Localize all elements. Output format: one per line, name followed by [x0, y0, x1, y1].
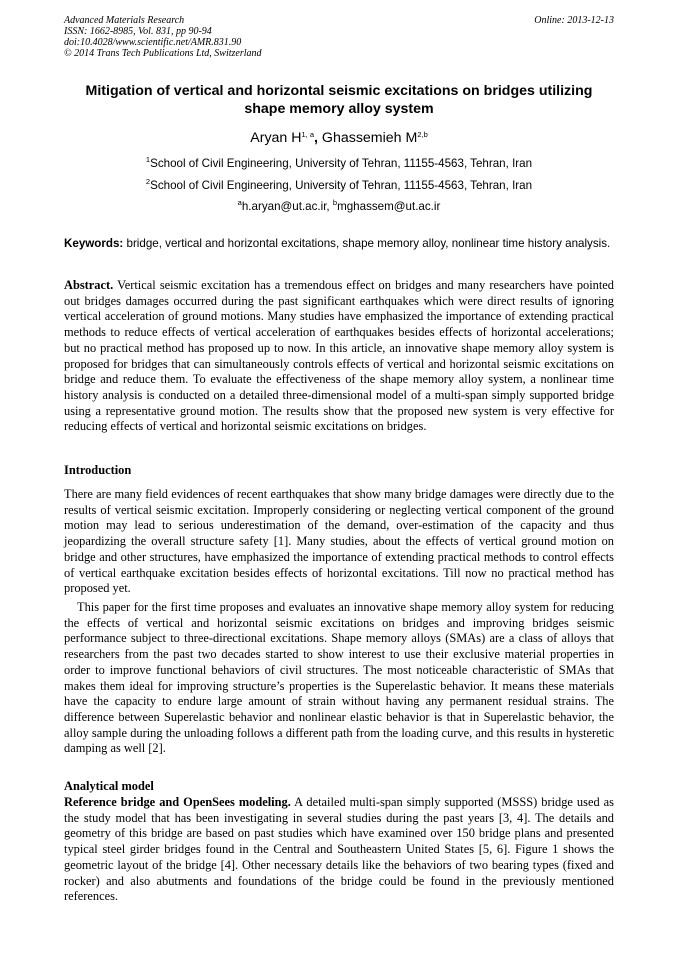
issn-line: ISSN: 1662-8985, Vol. 831, pp 90-94	[64, 26, 212, 37]
journal-header	[64, 15, 614, 59]
copyright-line: © 2014 Trans Tech Publications Ltd, Switzerland	[64, 48, 262, 59]
author-1: Aryan H	[250, 130, 302, 146]
email-2[interactable]: mghassem@ut.ac.ir	[337, 200, 441, 213]
introduction-heading: Introduction	[64, 463, 132, 477]
affiliation-1	[64, 157, 614, 171]
affiliation-2	[64, 179, 614, 193]
author-emails	[64, 200, 614, 214]
email-1-sup: a	[237, 198, 242, 207]
affiliation-2-sup: 2	[145, 177, 151, 186]
abstract-label: Abstract.	[64, 278, 114, 292]
affiliation-2-text: School of Civil Engineering, University of Tehran, 11155-4563, Tehran, Iran	[150, 179, 533, 192]
affiliation-1-sup: 1	[145, 155, 151, 164]
analytical-model-paragraph	[64, 795, 614, 905]
paper-title: Mitigation of vertical and horizontal seismic excitations on bridges utilizing shape memory alloy system	[85, 83, 593, 117]
doi-line[interactable]: doi:10.4028/www.scientific.net/AMR.831.90	[64, 37, 242, 48]
analytical-model-text: A detailed multi-span simply supported (MSSS) bridge used as the study model that has been investigating in several studies during the past years [3, 4]. The details and geometry of this bridge are based on past studies which have examined over 150 bridge plans and presented typical steel girder bridges found in the Central and Southeastern United States [5, 6]. Figure 1 shows the geometric layout of the bridge [4]. Other necessary details like the behaviors of two bearing types (fixed and rocker) and also abutments and foundations of the bridge could be found in the previously mentioned references.	[64, 795, 614, 904]
keywords-text: bridge, vertical and horizontal excitations, shape memory alloy, nonlinear time history analysis.	[123, 237, 611, 250]
reference-bridge-lead: Reference bridge and OpenSees modeling.	[64, 795, 291, 809]
journal-name: Advanced Materials Research	[64, 15, 185, 26]
online-date: Online: 2013-12-13	[534, 15, 614, 26]
analytical-model-heading: Analytical model	[64, 779, 154, 793]
email-2-sup: b	[332, 198, 338, 207]
keywords-label: Keywords:	[64, 237, 124, 250]
introduction-paragraph-2: This paper for the first time proposes and evaluates an innovative shape memory alloy system for reducing the effects of vertical and horizontal seismic excitations on bridges and improving bridges seismic performance subject to three-directional excitations. Shape memory alloys (SMAs) are a class of alloys that researchers from the past two decades started to show interest to use their exclusive material properties in order to improve functional behaviors of civil structures. The most noticeable characteristic of SMAs that makes them ideal for improving structure’s properties is the Superelastic behavior. It means these materials have the capacity to endure large amount of strain without having any permanent residual strains. The difference between Superelastic behavior and nonlinear elastic behavior is that in Superelastic behavior, the alloy sample during the unloading follows a different path from the loading curve, and this results in hysteretic damping as well [2].	[64, 600, 614, 756]
abstract-text: Vertical seismic excitation has a tremendous effect on bridges and many researchers have pointed out bridges damages occurred during the past significant earthquakes which were direct results of ignoring vertical acceleration of ground motions. Many studies have emphasized the importance of extending practical methods to reduce effects of vertical acceleration of earthquakes besides effects of horizontal accelerations; but no practical method has proposed up to now. In this article, an innovative shape memory alloy system is proposed for bridges that can simultaneously controls effects of vertical and horizontal seismic excitations on bridge and reduce them. To evaluate the effectiveness of the shape memory alloy system, a nonlinear time history analysis is conducted on a detailed three-dimensional model of a multi-span simply supported bridge using a representative ground motion. The results show that the proposed new system is very effective for reducing effects of vertical and horizontal seismic excitations on bridges.	[64, 278, 614, 434]
introduction-paragraph-1: There are many field evidences of recent earthquakes that show many bridge damages were directly due to the results of vertical seismic excitation. Improperly considering or neglecting vertical component of the ground motion may lead to serious underestimation of the demand, over-estimation of the capacity and thus jeopardizing the overall structure safety [1]. Many studies, about the effects of vertical ground motion on bridge and other structures, have emphasized the importance of extending practical methods to control effects of vertical earthquake excitation besides effects of horizontal excitations. Till now no practical method has proposed yet.	[64, 487, 614, 596]
author-separator: ,	[314, 130, 322, 146]
keywords	[64, 237, 614, 251]
author-2-sup: 2,b	[417, 130, 428, 139]
email-1[interactable]: h.aryan@ut.ac.ir,	[241, 200, 333, 213]
author-1-sup: 1, a	[301, 130, 315, 139]
author-line	[64, 129, 614, 147]
abstract	[64, 278, 614, 435]
author-2: Ghassemieh M	[321, 130, 418, 146]
affiliation-1-text: School of Civil Engineering, University of Tehran, 11155-4563, Tehran, Iran	[150, 157, 533, 170]
